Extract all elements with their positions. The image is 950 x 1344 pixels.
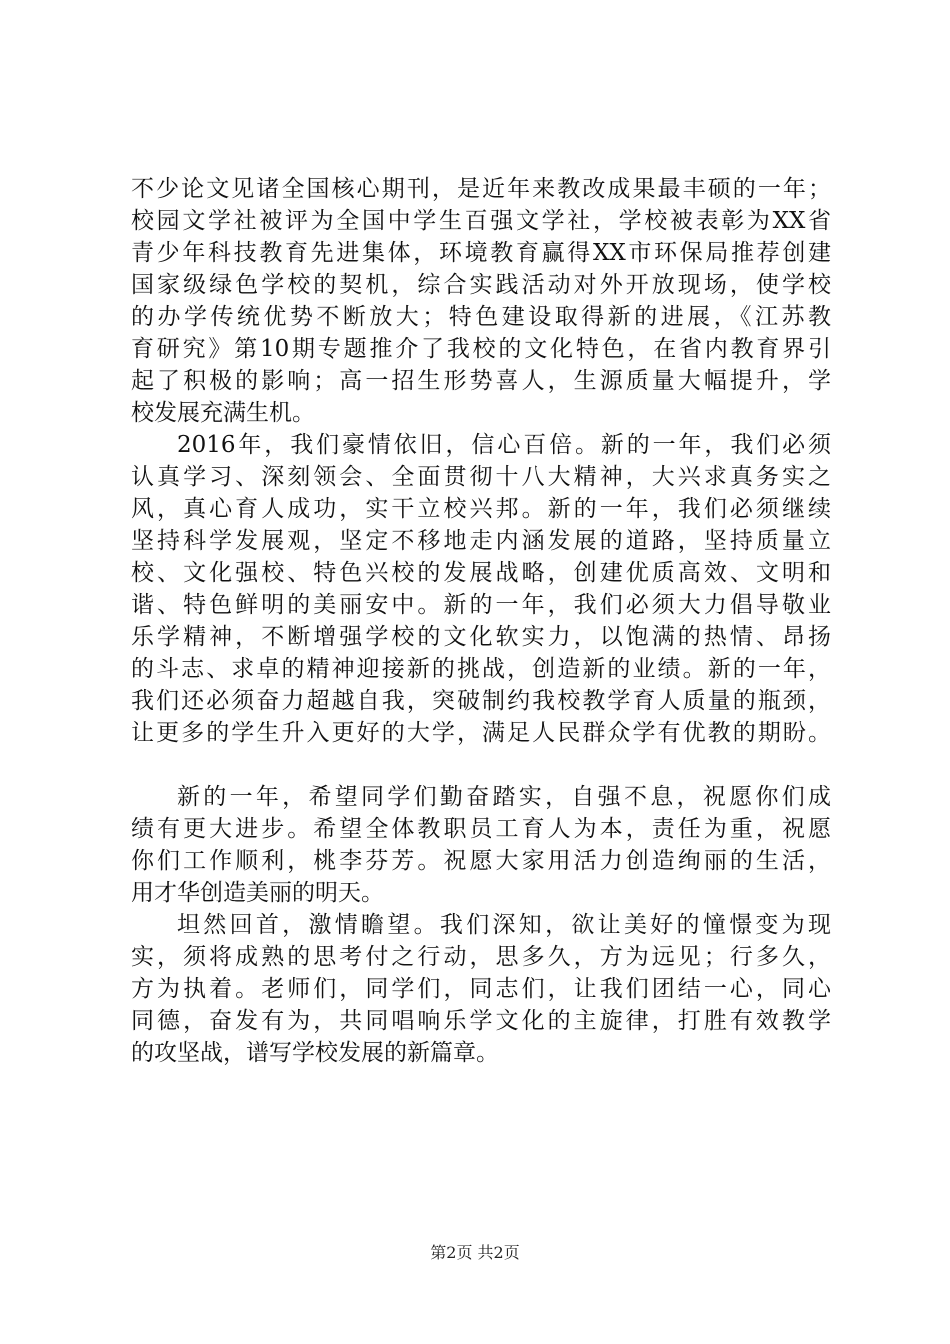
- text-line: 你们工作顺利，桃李芬芳。祝愿大家用活力创造绚丽的生活，: [131, 848, 831, 874]
- text-line: 坚持科学发展观，坚定不移地走内涵发展的道路，坚持质量立: [131, 528, 831, 554]
- text-line: 坦然回首，激情瞻望。我们深知，欲让美好的憧憬变为现: [177, 912, 831, 938]
- text-line: 校园文学社被评为全国中学生百强文学社，学校被表彰为XX省: [131, 208, 831, 234]
- text-line: 的办学传统优势不断放大；特色建设取得新的进展，《江苏教: [131, 304, 831, 330]
- text-line: 风，真心育人成功，实干立校兴邦。新的一年，我们必须继续: [131, 496, 831, 522]
- text-line: 不少论文见诸全国核心期刊，是近年来教改成果最丰硕的一年；: [131, 176, 831, 202]
- text-line: 我们还必须奋力超越自我，突破制约我校教学育人质量的瓶颈，: [131, 688, 831, 714]
- text-line: 同德，奋发有为，共同唱响乐学文化的主旋律，打胜有效教学: [131, 1008, 831, 1034]
- text-line: 校发展充满生机。: [131, 400, 315, 426]
- text-line: 国家级绿色学校的契机，综合实践活动对外开放现场，使学校: [131, 272, 831, 298]
- text-line: 青少年科技教育先进集体，环境教育赢得XX市环保局推荐创建: [131, 240, 831, 266]
- page-number: 第2页 共2页: [430, 1243, 520, 1262]
- paragraph-3: [131, 781, 831, 909]
- page-footer: [0, 1242, 950, 1264]
- text-line: 起了积极的影响；高一招生形势喜人，生源质量大幅提升，学: [131, 368, 831, 394]
- paragraph-2: [131, 429, 831, 749]
- paragraph-spacer: [131, 749, 831, 781]
- text-line: 谐、特色鲜明的美丽安中。新的一年，我们必须大力倡导敬业: [131, 592, 831, 618]
- text-line: 认真学习、深刻领会、全面贯彻十八大精神，大兴求真务实之: [131, 464, 831, 490]
- text-line: 的攻坚战，谱写学校发展的新篇章。: [131, 1040, 499, 1066]
- text-line: 绩有更大进步。希望全体教职员工育人为本，责任为重，祝愿: [131, 816, 831, 842]
- text-line: 育研究》第10期专题推介了我校的文化特色，在省内教育界引: [131, 336, 831, 362]
- text-line: 校、文化强校、特色兴校的发展战略，创建优质高效、文明和: [131, 560, 831, 586]
- text-line: 实，须将成熟的思考付之行动，思多久，方为远见；行多久，: [131, 944, 831, 970]
- text-line: 乐学精神，不断增强学校的文化软实力，以饱满的热情、昂扬: [131, 624, 831, 650]
- text-line: 新的一年，希望同学们勤奋踏实，自强不息，祝愿你们成: [177, 784, 831, 810]
- paragraph-4: [131, 909, 831, 1069]
- text-line: 方为执着。老师们，同学们，同志们，让我们团结一心，同心: [131, 976, 831, 1002]
- text-line: 的斗志、求卓的精神迎接新的挑战，创造新的业绩。新的一年，: [131, 656, 831, 682]
- text-line: 让更多的学生升入更好的大学，满足人民群众学有优教的期盼。: [131, 720, 831, 746]
- text-line: 用才华创造美丽的明天。: [131, 880, 384, 906]
- document-body: [131, 173, 831, 1069]
- paragraph-1: [131, 173, 831, 429]
- text-line: 2016年，我们豪情依旧，信心百倍。新的一年，我们必须: [177, 432, 831, 458]
